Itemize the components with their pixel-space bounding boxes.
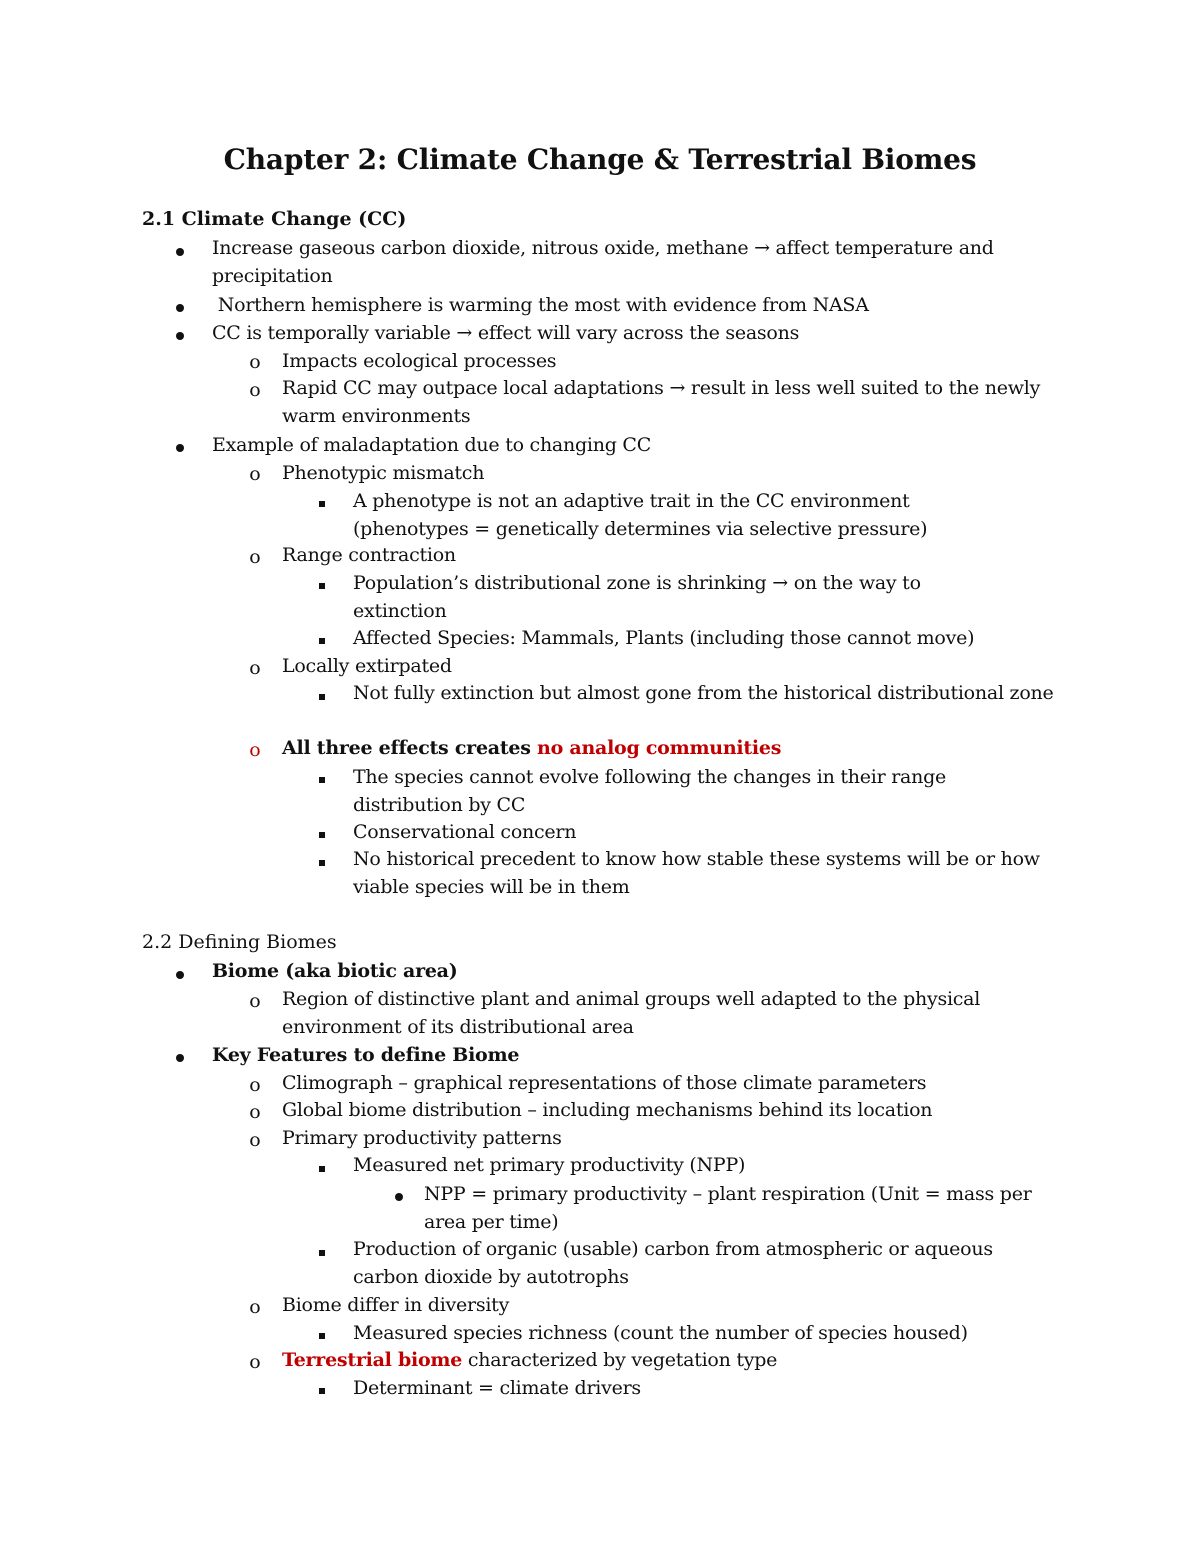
bullet-dot-icon (168, 434, 192, 460)
list-item-text: Measured species richness (count the number of species housed) (353, 1322, 968, 1344)
list-item-text: NPP = primary productivity – plant respiration (Unit = mass per area per time) (424, 1183, 1032, 1233)
list-item-text: CC is temporally variable → effect will vary across the seasons (212, 322, 800, 344)
circle-bullet-icon: o (249, 1074, 261, 1096)
square-bullet-icon (310, 1155, 334, 1181)
circle-bullet-icon: o (249, 351, 261, 373)
square-bullet-icon (310, 1322, 334, 1348)
list-item-text: Northern hemisphere is warming the most with evidence from NASA (212, 294, 869, 316)
emphasis-text: Terrestrial biome (282, 1349, 463, 1371)
square-bullet-icon (310, 490, 334, 516)
list-item-text: Impacts ecological processes (282, 350, 557, 372)
bullet-dot-icon (168, 1044, 192, 1070)
circle-bullet-icon: o (249, 739, 261, 761)
bullet-dot-icon (387, 1183, 411, 1209)
square-bullet-icon (310, 821, 334, 847)
list-item-text: Increase gaseous carbon dioxide, nitrous oxide, methane → affect temperature and precipitation (212, 237, 994, 287)
list-item-text: No historical precedent to know how stable these systems will be or how viable species will be in them (353, 848, 1040, 898)
list-item-text (282, 735, 1062, 763)
section-heading-climate-change: 2.1 Climate Change (CC) (142, 208, 407, 230)
list-item-text: Measured net primary productivity (NPP) (353, 1154, 746, 1176)
circle-bullet-icon: o (249, 1351, 261, 1373)
list-item-text (282, 1347, 1062, 1375)
list-item-text: Not fully extinction but almost gone from the historical distributional zone (353, 682, 1054, 704)
list-item-text: Biome (aka biotic area) (212, 960, 458, 982)
list-item-text: Rapid CC may outpace local adaptations → result in less well suited to the newly warm environments (282, 377, 1041, 427)
list-item-text: Range contraction (282, 544, 456, 566)
emphasis-text: no analog communities (537, 737, 782, 759)
square-bullet-icon (310, 627, 334, 653)
circle-bullet-icon: o (249, 1101, 261, 1123)
list-item-text: Locally extirpated (282, 655, 452, 677)
square-bullet-icon (310, 1377, 334, 1403)
circle-bullet-icon: o (249, 379, 261, 401)
list-item-text: Global biome distribution – including mechanisms behind its location (282, 1099, 933, 1121)
square-bullet-icon (310, 1239, 334, 1265)
list-item-text: Primary productivity patterns (282, 1127, 562, 1149)
square-bullet-icon (310, 849, 334, 875)
circle-bullet-icon: o (249, 1296, 261, 1318)
list-item-text: Climograph – graphical representations of those climate parameters (282, 1072, 927, 1094)
circle-bullet-icon: o (249, 1129, 261, 1151)
list-item-text: Phenotypic mismatch (282, 462, 485, 484)
list-item-text: Population’s distributional zone is shrinking → on the way to extinction (353, 572, 921, 622)
bullet-dot-icon (168, 961, 192, 987)
square-bullet-icon (310, 683, 334, 709)
circle-bullet-icon: o (249, 463, 261, 485)
list-item-text: Determinant = climate drivers (353, 1377, 641, 1399)
list-item-label: characterized by vegetation type (462, 1349, 778, 1371)
list-item-text: Production of organic (usable) carbon from atmospheric or aqueous carbon dioxide by autotrophs (353, 1238, 993, 1288)
list-item-text: Affected Species: Mammals, Plants (including those cannot move) (353, 627, 975, 649)
list-item-text: Key Features to define Biome (212, 1044, 520, 1066)
circle-bullet-icon: o (249, 990, 261, 1012)
square-bullet-icon (310, 572, 334, 598)
list-item-label: All three effects creates (282, 737, 538, 759)
list-item-text: Biome differ in diversity (282, 1294, 510, 1316)
list-item-text: Example of maladaptation due to changing CC (212, 434, 651, 456)
bullet-dot-icon (168, 238, 192, 264)
bullet-dot-icon (168, 294, 192, 320)
square-bullet-icon (310, 766, 334, 792)
section-heading-defining-biomes: 2.2 Defining Biomes (142, 931, 337, 953)
circle-bullet-icon: o (249, 546, 261, 568)
list-item-text: Conservational concern (353, 821, 577, 843)
list-item-text: Region of distinctive plant and animal groups well adapted to the physical environment of its distributional area (282, 988, 981, 1038)
bullet-dot-icon (168, 322, 192, 348)
circle-bullet-icon: o (249, 657, 261, 679)
list-item-text: A phenotype is not an adaptive trait in the CC environment (phenotypes = genetically determines via selective pressure) (353, 490, 928, 540)
list-item-text: The species cannot evolve following the changes in their range distribution by CC (353, 766, 947, 816)
page-title: Chapter 2: Climate Change & Terrestrial Biomes (223, 143, 977, 176)
